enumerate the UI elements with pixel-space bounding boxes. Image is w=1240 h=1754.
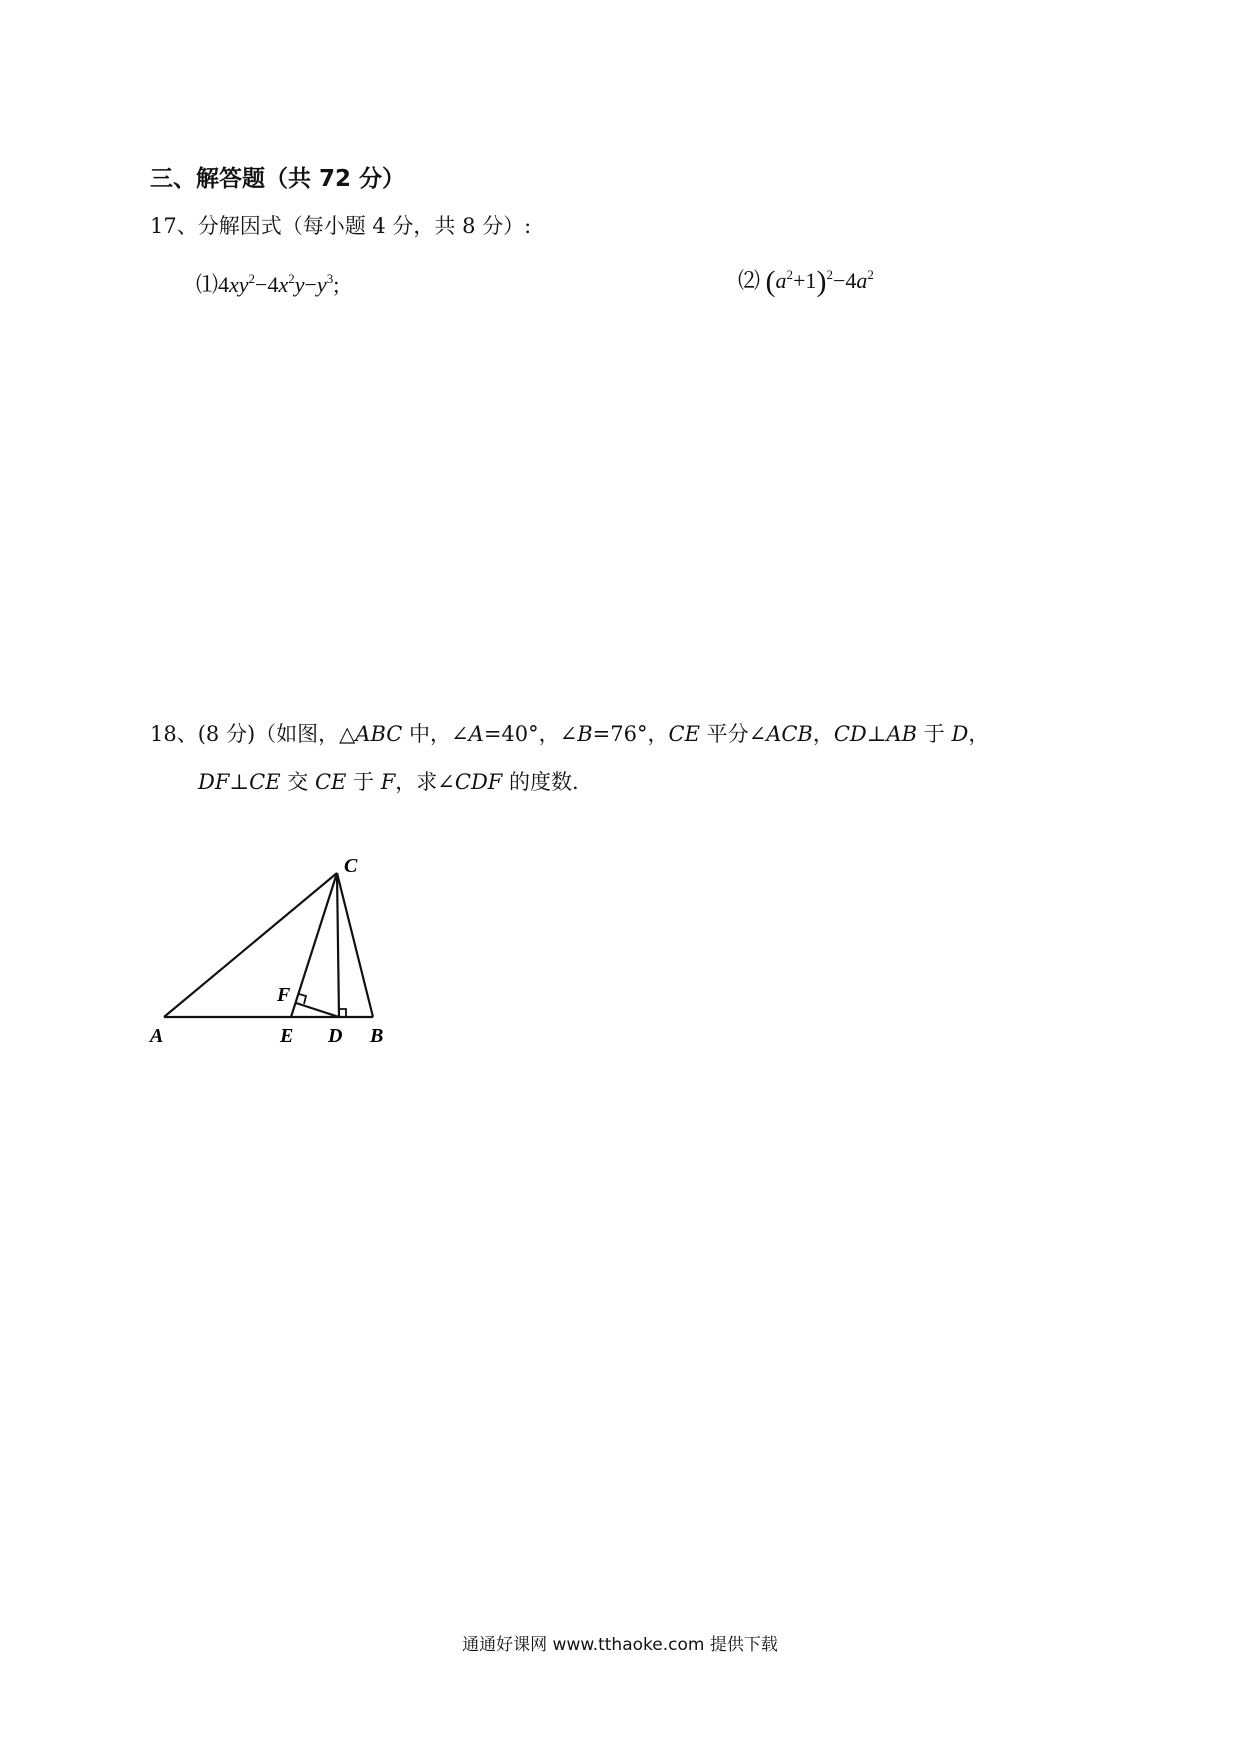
segment-CD (337, 873, 339, 1017)
segment-BC (337, 873, 373, 1017)
label-E: E (280, 1025, 294, 1047)
label-B: B (370, 1025, 384, 1047)
label-F: F (277, 984, 291, 1006)
label-C: C (344, 855, 358, 877)
segment-DF (296, 1003, 339, 1017)
q17-part1: $⑴4xy^2-4x^2y-y^3$; (196, 271, 340, 297)
q17-part2: ⑵ $(a^2+1)^2-4a^2$ (738, 265, 874, 298)
label-A: A (150, 1025, 164, 1047)
q18-line2: DF⊥CE 交 CE 于 F，求∠CDF 的度数. (198, 770, 579, 794)
q17-heading: 17、分解因式（每小题 4 分，共 8 分）: (150, 214, 532, 238)
segment-CE (291, 873, 337, 1017)
q18-line1: 18、(8 分)（如图，△ABC 中，∠A=40°，∠B=76°，CE 平分∠ACB，CD⊥AB 于 D， (150, 722, 990, 746)
footer-text: 通通好课网 www.tthaoke.com 提供下载 (462, 1635, 778, 1655)
label-D: D (328, 1025, 343, 1047)
segment-AC (164, 873, 337, 1017)
section-title: 三、解答题（共 72 分） (150, 166, 406, 192)
right-angle-F (299, 994, 306, 1004)
